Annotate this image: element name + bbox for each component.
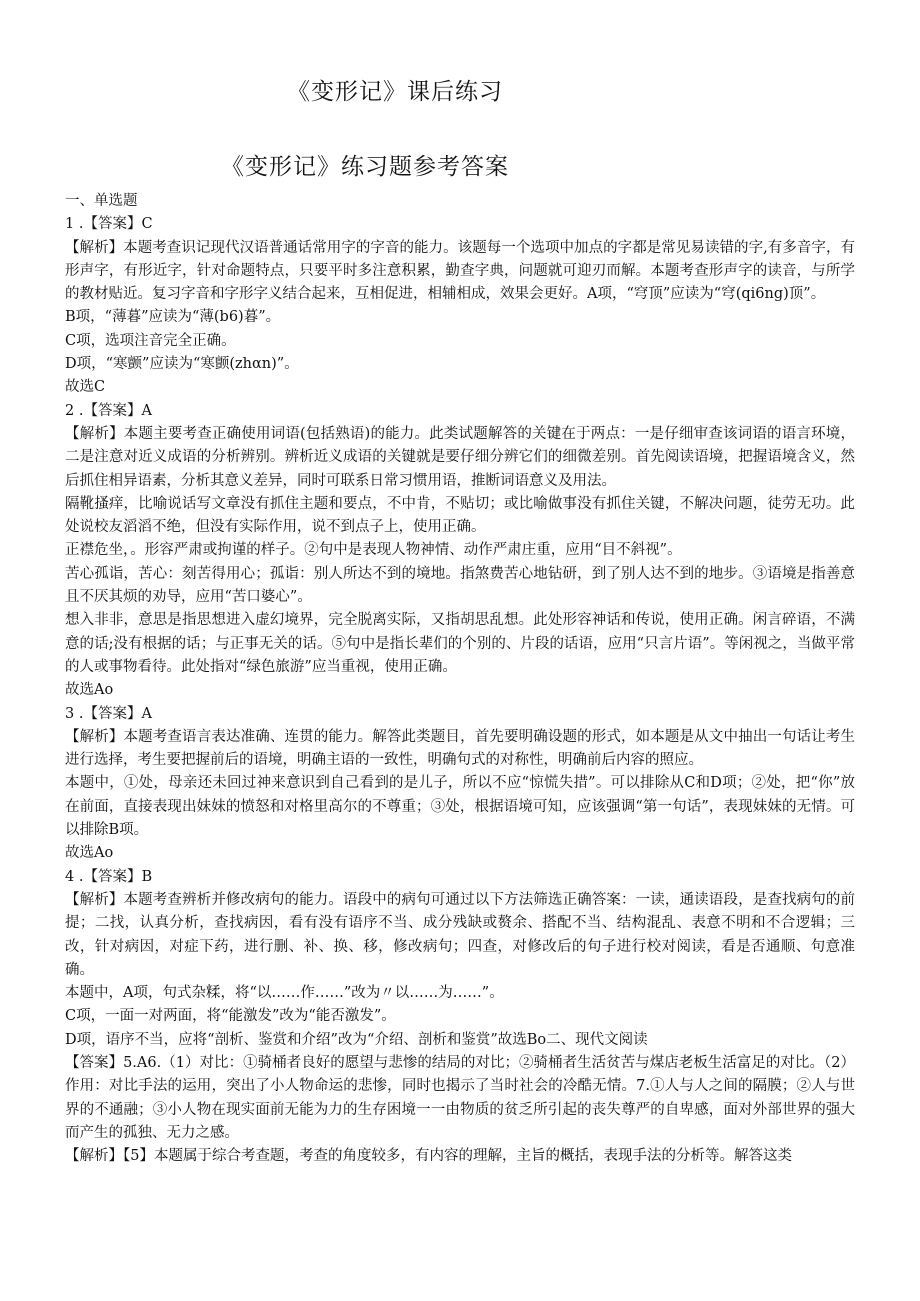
conclusion-q1: 故选C [65,379,106,396]
analysis-q2-idiom-3: 苦心孤诣，苦心：刻苦得用心；孤诣：别人所达不到的境地。指煞费苦心地钻研，到了别人达不到的地步。③语境是指善意且不厌其烦的劝导，应用“苦口婆心”。 [65,565,855,606]
analysis-q2-idiom-1: 隔靴搔痒，比喻说话写文章没有抓住主题和要点，不中肯，不贴切；或比喻做事没有抓住关键，不解决问题，徒劳无功。此处说校友滔滔不绝，但没有实际作用，说不到点子上，使用正确。 [65,495,855,536]
conclusion-q3: 故选Ao [65,845,114,862]
analysis-q1-option-b: B项，“薄暮”应读为“薄(b6)暮”。 [65,309,281,326]
section-heading-single-choice: 一、单选题 [65,193,138,209]
analysis-q4: 【解析】本题考查辨析并修改病句的能力。语段中的病句可通过以下方法筛选正确答案：一读，通读语段，是查找病句的前提；二找，认真分析，查找病因，看有没有语序不当、成分残缺或赘余、搭配不当、结构混乱、表意不明和不合逻辑；三改，针对病因，对症下药，进行删、补、换、移，修改病句；四查，对修改后的句子进行校对阅读，看是否通顺、句意准确。 [65,891,855,978]
answer-line-q4: 4 .【答案】B [65,868,153,885]
answer-line-q3: 3 .【答案】A [65,705,152,722]
analysis-q1-option-c: C项，选项注音完全正确。 [65,332,236,349]
conclusion-q2: 故选Ao [65,682,114,699]
analysis-q4-option-a: 本题中，A项，句式杂糅，将“以……作……”改为〃以……为……”。 [65,985,504,1002]
document-body [65,190,855,1168]
analysis-q1: 【解析】本题考查识记现代汉语普通话常用字的字音的能力。该题每一个选项中加点的字都是常见易读错的字,有多音字，有形声字，有形近字，针对命题特点，只要平时多注意积累，勤查字典，问题就可迎刃而解。本题考查形声字的读音，与所学的教材贴近。复习字音和字形字义结合起来，互相促进，相辅相成，效果会更好。A项，“穹顶”应读为“穹(qi6ng)顶”。 [65,239,855,303]
document-title: 《变形记》课后练习 [287,79,503,105]
analysis-q3-detail: 本题中，①处，母亲还未回过神来意识到自己看到的是儿子，所以不应“惊慌失措”。可以排除从C和D项；②处，把“你”放在前面，直接表现出妹妹的愤怒和对格里高尔的不尊重；③处，根据语境可知，应该强调“第一句话”，表现妹妹的无情。可以排除B项。 [65,775,855,839]
answer-line-q1: 1 .【答案】C [65,216,153,233]
analysis-q1-option-d: D项，“寒颤”应读为“寒颤(zhαn)”。 [65,356,299,373]
analysis-q2-idiom-4: 想入非非，意思是指思想进入虚幻境界，完全脱离实际，又指胡思乱想。此处形容神话和传说，使用正确。闲言碎语，不满意的话;没有根据的话；与正事无关的话。⑤句中是指长辈们的个别的、片段的话语，应用“只言片语”。等闲视之，当做平常的人或事物看待。此处指对“绿色旅游”应当重视，使用正确。 [65,612,855,675]
analysis-q4-option-c: C项，一面一对两面，将“能激发”改为“能否激发”。 [65,1008,396,1025]
analysis-q2-idiom-2: 正襟危坐，。形容严肃或拘谨的样子。②句中是表现人物神情、动作严肃庄重，应用“目不斜视”。 [65,542,682,559]
answer-line-reading: 【答案】5.A6.（1）对比：①骑桶者良好的愿望与悲惨的结局的对比；②骑桶者生活贫苦与煤店老板生活富足的对比。（2）作用：对比手法的运用，突出了小人物命运的悲惨，同时也揭示了当时社会的冷酷无情。7.①人与人之间的隔膜；②人与世界的不通融；③小人物在现实面前无能为力的生存困境一一由物质的贫乏所引起的丧失尊严的自卑感，面对外部世界的强大而产生的孤独、无力之感。 [65,1054,855,1141]
answers-heading: 《变形记》练习题参考答案 [221,154,509,180]
analysis-q5: 【解析】【5】本题属于综合考查题，考查的角度较多，有内容的理解，主旨的概括，表现手法的分析等。解答这类 [65,1148,792,1165]
analysis-q4-option-d: D项，语序不当，应将“剖析、鉴赏和介绍”改为“介绍、剖析和鉴赏”故选Bo二、现代文阅读 [65,1031,648,1048]
answer-line-q2: 2 .【答案】A [65,402,152,419]
analysis-q3: 【解析】本题考查语言表达准确、连贯的能力。解答此类题目，首先要明确设题的形式，如本题是从文中抽出一句话让考生进行选择，考生要把握前后的语境，明确主语的一致性，明确句式的对称性，明确前后内容的照应。 [65,728,855,769]
analysis-q2: 【解析】本题主要考查正确使用词语(包括熟语)的能力。此类试题解答的关键在于两点：一是仔细审查该词语的语言环境，二是注意对近义成语的分析辨别。辨析近义成语的关键就是要仔细分辨它们的细微差别。首先阅读语境，把握语境含义，然后抓住相异语素，分析其意义差异，同时可联系日常习惯用语，推断词语意义及用法。 [65,425,855,489]
